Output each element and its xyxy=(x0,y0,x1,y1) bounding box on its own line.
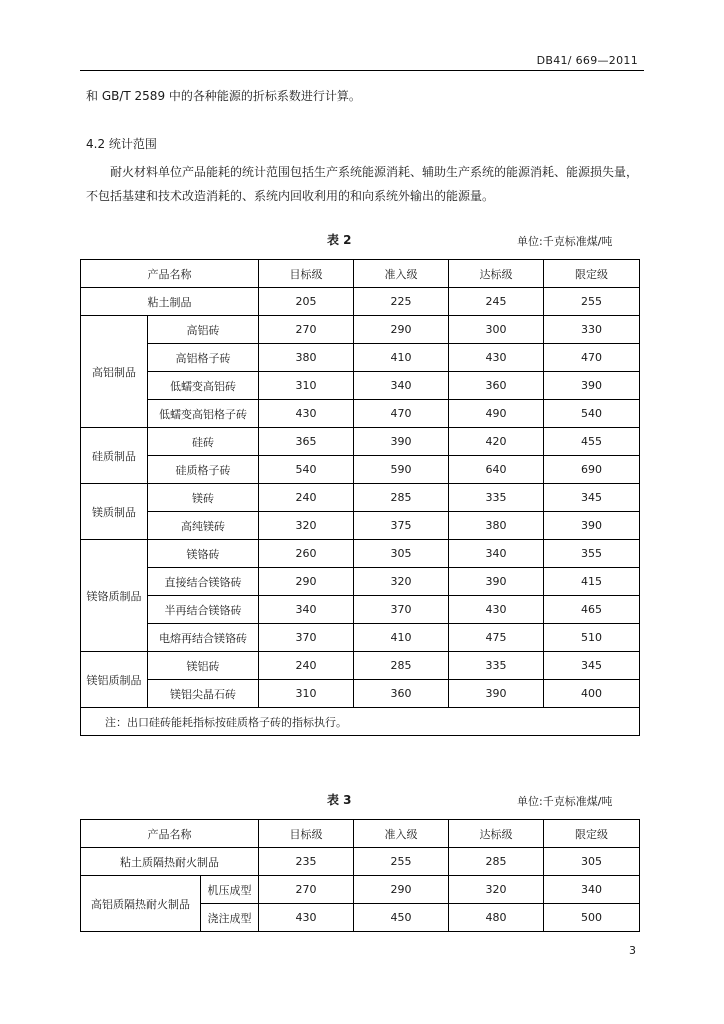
header-cell: 达标级 xyxy=(449,260,544,288)
value-cell: 360 xyxy=(354,680,449,708)
value-cell: 305 xyxy=(544,848,640,876)
group-name: 镁质制品 xyxy=(81,484,148,540)
table-header-row xyxy=(81,820,640,848)
value-cell: 240 xyxy=(259,484,354,512)
value-cell: 410 xyxy=(354,344,449,372)
table-row xyxy=(81,344,640,372)
table-row xyxy=(81,288,640,316)
value-cell: 300 xyxy=(449,316,544,344)
product-name: 半再结合镁铬砖 xyxy=(148,596,259,624)
table-row xyxy=(81,624,640,652)
page-number: 3 xyxy=(629,944,636,957)
table-row xyxy=(81,484,640,512)
header-cell: 达标级 xyxy=(449,820,544,848)
group-name: 硅质制品 xyxy=(81,428,148,484)
value-cell: 510 xyxy=(544,624,640,652)
table-row xyxy=(81,316,640,344)
value-cell: 375 xyxy=(354,512,449,540)
value-cell: 465 xyxy=(544,596,640,624)
value-cell: 420 xyxy=(449,428,544,456)
table-header-row xyxy=(81,260,640,288)
product-name: 粘土制品 xyxy=(81,288,259,316)
value-cell: 640 xyxy=(449,456,544,484)
value-cell: 690 xyxy=(544,456,640,484)
value-cell: 430 xyxy=(259,400,354,428)
product-name: 高纯镁砖 xyxy=(148,512,259,540)
value-cell: 380 xyxy=(449,512,544,540)
value-cell: 430 xyxy=(449,344,544,372)
value-cell: 470 xyxy=(354,400,449,428)
value-cell: 260 xyxy=(259,540,354,568)
value-cell: 270 xyxy=(259,876,354,904)
value-cell: 285 xyxy=(449,848,544,876)
group-name: 高铝质隔热耐火制品 xyxy=(81,876,201,932)
value-cell: 330 xyxy=(544,316,640,344)
table-row xyxy=(81,596,640,624)
document-code: DB41/ 669—2011 xyxy=(536,54,638,67)
header-cell: 产品名称 xyxy=(81,820,259,848)
table-row xyxy=(81,876,640,904)
table-row xyxy=(81,652,640,680)
paragraph-continuation: 和 GB/T 2589 中的各种能源的折标系数进行计算。 xyxy=(86,89,361,103)
table2-caption: 表 2 xyxy=(327,233,352,247)
value-cell: 470 xyxy=(544,344,640,372)
value-cell: 400 xyxy=(544,680,640,708)
value-cell: 270 xyxy=(259,316,354,344)
table-row xyxy=(81,512,640,540)
table-row xyxy=(81,848,640,876)
table3-caption: 表 3 xyxy=(327,793,352,807)
product-name: 电熔再结合镁铬砖 xyxy=(148,624,259,652)
product-name: 镁砖 xyxy=(148,484,259,512)
header-rule xyxy=(80,70,644,71)
product-name: 高铝格子砖 xyxy=(148,344,259,372)
table2-unit: 单位:千克标准煤/吨 xyxy=(517,235,613,248)
header-cell: 产品名称 xyxy=(81,260,259,288)
product-name: 粘土质隔热耐火制品 xyxy=(81,848,259,876)
product-name: 镁铝尖晶石砖 xyxy=(148,680,259,708)
header-cell: 准入级 xyxy=(354,260,449,288)
table-row xyxy=(81,372,640,400)
group-name: 镁铝质制品 xyxy=(81,652,148,708)
value-cell: 500 xyxy=(544,904,640,932)
table-row xyxy=(81,540,640,568)
value-cell: 370 xyxy=(354,596,449,624)
value-cell: 475 xyxy=(449,624,544,652)
value-cell: 430 xyxy=(259,904,354,932)
table-row xyxy=(81,428,640,456)
product-name: 低蠕变高铝格子砖 xyxy=(148,400,259,428)
value-cell: 225 xyxy=(354,288,449,316)
value-cell: 335 xyxy=(449,652,544,680)
value-cell: 340 xyxy=(259,596,354,624)
value-cell: 245 xyxy=(449,288,544,316)
product-name: 镁铬砖 xyxy=(148,540,259,568)
product-name: 机压成型 xyxy=(201,876,259,904)
header-cell: 限定级 xyxy=(544,820,640,848)
value-cell: 205 xyxy=(259,288,354,316)
value-cell: 540 xyxy=(544,400,640,428)
value-cell: 415 xyxy=(544,568,640,596)
value-cell: 365 xyxy=(259,428,354,456)
value-cell: 240 xyxy=(259,652,354,680)
value-cell: 390 xyxy=(449,680,544,708)
value-cell: 285 xyxy=(354,652,449,680)
product-name: 浇注成型 xyxy=(201,904,259,932)
value-cell: 320 xyxy=(259,512,354,540)
value-cell: 305 xyxy=(354,540,449,568)
value-cell: 370 xyxy=(259,624,354,652)
value-cell: 430 xyxy=(449,596,544,624)
value-cell: 340 xyxy=(449,540,544,568)
value-cell: 590 xyxy=(354,456,449,484)
table-note: 注：出口硅砖能耗指标按硅质格子砖的指标执行。 xyxy=(81,708,640,736)
product-name: 镁铝砖 xyxy=(148,652,259,680)
value-cell: 340 xyxy=(544,876,640,904)
table-note-row xyxy=(81,708,640,736)
header-cell: 限定级 xyxy=(544,260,640,288)
table-row xyxy=(81,400,640,428)
value-cell: 410 xyxy=(354,624,449,652)
value-cell: 345 xyxy=(544,484,640,512)
header-cell: 目标级 xyxy=(259,260,354,288)
value-cell: 455 xyxy=(544,428,640,456)
value-cell: 255 xyxy=(544,288,640,316)
value-cell: 310 xyxy=(259,680,354,708)
value-cell: 380 xyxy=(259,344,354,372)
value-cell: 255 xyxy=(354,848,449,876)
table2 xyxy=(80,259,640,736)
value-cell: 340 xyxy=(354,372,449,400)
value-cell: 390 xyxy=(354,428,449,456)
value-cell: 285 xyxy=(354,484,449,512)
value-cell: 450 xyxy=(354,904,449,932)
value-cell: 310 xyxy=(259,372,354,400)
value-cell: 390 xyxy=(544,372,640,400)
value-cell: 390 xyxy=(544,512,640,540)
value-cell: 540 xyxy=(259,456,354,484)
product-name: 硅砖 xyxy=(148,428,259,456)
value-cell: 490 xyxy=(449,400,544,428)
header-cell: 目标级 xyxy=(259,820,354,848)
header-cell: 准入级 xyxy=(354,820,449,848)
group-name: 高铝制品 xyxy=(81,316,148,428)
product-name: 硅质格子砖 xyxy=(148,456,259,484)
value-cell: 355 xyxy=(544,540,640,568)
value-cell: 290 xyxy=(259,568,354,596)
value-cell: 320 xyxy=(354,568,449,596)
table-row xyxy=(81,568,640,596)
value-cell: 290 xyxy=(354,876,449,904)
table3-unit: 单位:千克标准煤/吨 xyxy=(517,795,613,808)
table-row xyxy=(81,680,640,708)
section-title: 4.2 统计范围 xyxy=(86,137,157,151)
value-cell: 335 xyxy=(449,484,544,512)
product-name: 低蠕变高铝砖 xyxy=(148,372,259,400)
value-cell: 320 xyxy=(449,876,544,904)
group-name: 镁铬质制品 xyxy=(81,540,148,652)
value-cell: 345 xyxy=(544,652,640,680)
table-row xyxy=(81,456,640,484)
value-cell: 480 xyxy=(449,904,544,932)
table3 xyxy=(80,819,640,932)
value-cell: 235 xyxy=(259,848,354,876)
value-cell: 360 xyxy=(449,372,544,400)
value-cell: 290 xyxy=(354,316,449,344)
value-cell: 390 xyxy=(449,568,544,596)
paragraph-scope: 耐火材料单位产品能耗的统计范围包括生产系统能源消耗、辅助生产系统的能源消耗、能源损失量，不包括基建和技术改造消耗的、系统内回收利用的和向系统外输出的能源量。 xyxy=(86,165,639,203)
product-name: 高铝砖 xyxy=(148,316,259,344)
product-name: 直接结合镁铬砖 xyxy=(148,568,259,596)
